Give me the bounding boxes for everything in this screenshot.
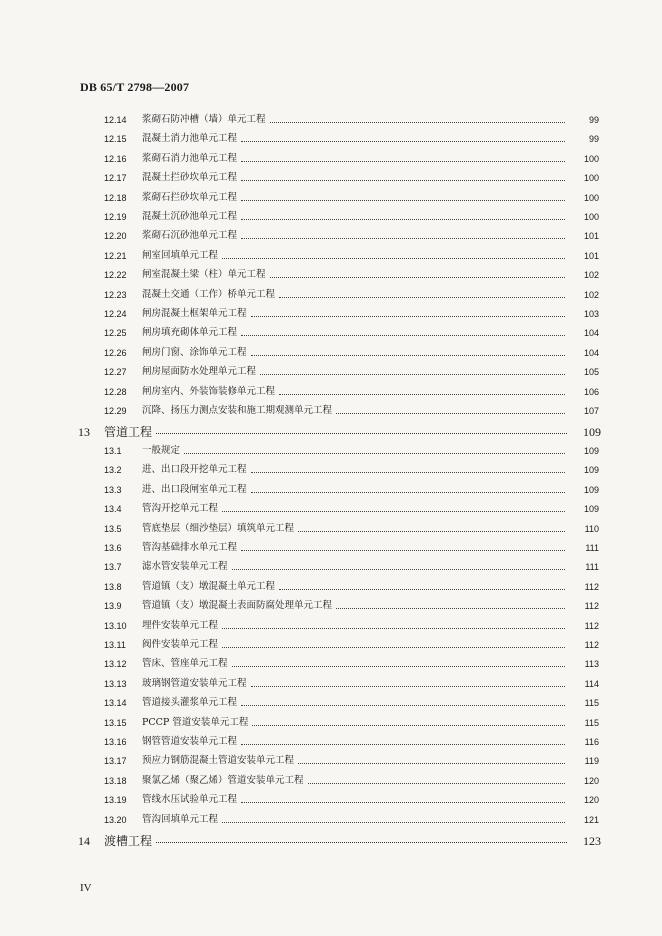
toc-entry-number: 12.26 [104,347,127,358]
toc-entry-number: 13.3 [104,484,122,495]
toc-entry-title: 进、出口段闸室单元工程 [142,483,247,495]
toc-entry-number: 12.15 [104,134,127,145]
toc-entry-title: 阀件安装单元工程 [142,638,219,650]
toc-entry-title: 浆砌石防冲槽（墙）单元工程 [142,114,266,125]
toc-entry-title: 管道镇（支）墩混凝土单元工程 [142,580,276,592]
dot-leader [251,345,565,356]
toc-entry-number: 13.4 [104,504,122,515]
toc-entry-title: 混凝土消力池单元工程 [142,133,238,145]
toc-entry-number: 12.18 [104,192,127,203]
dot-leader [241,325,565,336]
dot-leader [270,112,565,123]
toc-section-entry[interactable] [0,652,662,670]
toc-entry-page: 104 [583,328,599,339]
toc-entry-number: 13.10 [104,620,127,631]
toc-entry-title: 预应力钢筋混凝土管道安装单元工程 [142,755,295,767]
toc-entry-title: 浆砌石沉砂池单元工程 [142,230,238,242]
toc-entry-page: 99 [588,115,599,125]
toc-section-entry[interactable] [0,749,662,767]
toc-entry-title: 闸室回填单元工程 [142,249,219,261]
toc-section-entry[interactable] [0,808,662,826]
toc-chapter-entry[interactable] [0,418,662,438]
toc-entry-number: 12.16 [104,153,127,164]
toc-section-entry[interactable] [0,147,662,165]
toc-entry-number: 12.22 [104,270,127,281]
toc-entry-page: 100 [583,212,599,222]
toc-entry-page: 109 [583,504,599,515]
toc-entry-title: 管线水压试验单元工程 [142,794,238,806]
toc-entry-title: 混凝土沉砂池单元工程 [142,211,238,222]
toc-section-entry[interactable] [0,672,662,690]
toc-entry-title: 闸房门窗、涂饰单元工程 [142,346,247,358]
dot-leader [241,695,565,706]
toc-entry-title: 管道工程 [104,425,153,440]
toc-section-entry[interactable] [0,380,662,398]
dot-leader [241,190,565,201]
dot-leader [241,792,565,803]
toc-entry-number: 13.7 [104,562,122,573]
toc-entry-number: 12.21 [104,250,127,261]
toc-entry-title: 聚氯乙烯（聚乙烯）管道安装单元工程 [142,774,304,786]
toc-entry-title: 管道镇（支）墩混凝土表面防腐处理单元工程 [142,600,333,612]
toc-entry-page: 120 [583,775,599,786]
toc-entry-title: 埋件安装单元工程 [142,619,219,631]
toc-entry-page: 110 [584,523,599,534]
toc-entry-page: 106 [583,386,599,397]
toc-entry-title: 管沟回填单元工程 [142,813,219,825]
dot-leader [184,443,565,454]
toc-entry-title: 玻璃钢管道安装单元工程 [142,677,247,689]
toc-entry-page: 105 [583,367,599,378]
toc-entry-number: 12.29 [104,406,127,416]
toc-section-entry[interactable] [0,594,662,612]
toc-entry-page: 112 [584,620,599,631]
toc-section-entry[interactable] [0,302,662,320]
toc-entry-number: 12.19 [104,212,127,222]
toc-entry-number: 13.18 [104,775,127,786]
dot-leader [222,812,565,823]
toc-section-entry[interactable] [0,224,662,242]
dot-leader [251,676,565,687]
toc-section-entry[interactable] [0,536,662,554]
toc-section-entry[interactable] [0,497,662,515]
toc-section-entry[interactable] [0,341,662,359]
toc-entry-page: 101 [583,250,599,261]
dot-leader [222,501,565,512]
toc-section-entry[interactable] [0,439,662,457]
toc-entry-number: 12.23 [104,289,127,300]
toc-entry-title: 渡槽工程 [104,833,153,848]
dot-leader [232,559,565,570]
toc-entry-title: 混凝土交通（工作）桥单元工程 [142,288,276,300]
toc-entry-number: 13.20 [104,814,127,825]
toc-entry-title: 进、出口段开挖单元工程 [142,464,247,476]
dot-leader [241,228,565,239]
toc-entry-number: 13.17 [104,756,127,767]
toc-entry-number: 12.25 [104,328,127,339]
toc-entry-title: 浆砌石拦砂坎单元工程 [142,191,238,203]
document-code: DB 65/T 2798—2007 [80,80,190,94]
toc-entry-page: 120 [583,795,599,806]
toc-entry-page: 102 [583,270,599,281]
page-number: IV [80,882,92,894]
toc-entry-page: 104 [583,347,599,358]
dot-leader [241,170,565,181]
toc-entry-number: 13.1 [104,445,122,456]
toc-entry-page: 100 [583,192,599,203]
toc-section-entry[interactable] [0,458,662,476]
dot-leader [241,131,565,142]
toc-entry-title: 浆砌石消力池单元工程 [142,152,238,164]
toc-entry-page: 116 [584,736,599,747]
toc-entry-number: 12.24 [104,309,127,319]
toc-entry-number: 13 [78,425,90,440]
toc-section-entry[interactable] [0,399,662,417]
toc-entry-number: 12.28 [104,386,127,397]
dot-leader [251,462,565,473]
toc-section-entry[interactable] [0,205,662,223]
dot-leader [241,540,565,551]
toc-entry-page: 100 [583,153,599,164]
dot-leader [222,618,565,629]
toc-entry-number: 13.5 [104,523,122,534]
dot-leader [156,423,567,434]
toc-section-entry[interactable] [0,321,662,339]
dot-leader [260,364,565,375]
toc-chapter-entry[interactable] [0,827,662,847]
toc-section-entry[interactable] [0,769,662,787]
toc-entry-title: 闸房室内、外装饰装修单元工程 [142,385,276,397]
toc-entry-page: 109 [583,484,599,495]
dot-leader [251,306,565,317]
toc-entry-title: 一般规定 [142,444,181,456]
dot-leader [241,151,565,162]
toc-section-entry[interactable] [0,478,662,496]
toc-entry-title: 管沟基础排水单元工程 [142,541,238,553]
toc-section-entry[interactable] [0,555,662,573]
toc-entry-title: 沉降、扬压力测点安装和施工期观测单元工程 [142,405,333,416]
toc-section-entry[interactable] [0,127,662,145]
dot-leader [251,482,565,493]
toc-entry-number: 13.8 [104,581,122,592]
toc-entry-title: 闸室混凝土梁（柱）单元工程 [142,269,266,281]
toc-entry-page: 103 [583,309,599,319]
dot-leader [298,753,565,764]
toc-entry-page: 115 [584,698,599,709]
toc-entry-title: 闸房混凝土框架单元工程 [142,308,247,319]
toc-entry-title: 管床、管座单元工程 [142,658,228,670]
toc-entry-number: 13.19 [104,795,127,806]
toc-entry-page: 113 [584,659,599,670]
toc-section-entry[interactable] [0,575,662,593]
toc-entry-page: 109 [583,445,599,456]
toc-entry-page: 101 [583,231,599,242]
toc-entry-title: 管沟开挖单元工程 [142,503,219,515]
toc-entry-title: 混凝土拦砂坎单元工程 [142,172,238,184]
toc-entry-page: 99 [588,134,599,145]
toc-section-entry[interactable] [0,283,662,301]
dot-leader [336,403,565,414]
toc-entry-page: 100 [583,173,599,184]
toc-entry-number: 13.9 [104,601,122,612]
toc-section-entry[interactable] [0,166,662,184]
toc-entry-number: 13.2 [104,465,122,476]
toc-entry-title: 滤水管安装单元工程 [142,561,228,573]
dot-leader [270,267,565,278]
toc-entry-page: 119 [584,756,599,767]
toc-section-entry[interactable] [0,711,662,729]
toc-entry-title: PCCP 管道安装单元工程 [142,716,249,728]
dot-leader [222,637,565,648]
toc-section-entry[interactable] [0,186,662,204]
toc-entry-title: 闸房屋面防水处理单元工程 [142,366,257,378]
dot-leader [252,715,565,726]
toc-section-entry[interactable] [0,263,662,281]
toc-entry-page: 111 [585,562,599,573]
toc-section-entry[interactable] [0,517,662,535]
dot-leader [308,773,565,784]
toc-section-entry[interactable] [0,108,662,126]
toc-section-entry[interactable] [0,244,662,262]
toc-entry-page: 112 [584,601,599,612]
toc-entry-number: 12.17 [104,173,127,184]
toc-entry-page: 123 [583,833,601,848]
toc-section-entry[interactable] [0,633,662,651]
dot-leader [298,521,565,532]
toc-entry-title: 闸房填充砌体单元工程 [142,327,238,339]
toc-entry-number: 12.27 [104,367,127,378]
toc-entry-page: 115 [584,717,599,728]
dot-leader [336,598,565,609]
toc-entry-number: 13.6 [104,542,122,553]
toc-entry-page: 112 [584,639,599,650]
dot-leader [241,209,565,220]
toc-entry-number: 13.11 [104,639,126,650]
toc-entry-number: 13.15 [104,717,127,728]
toc-entry-number: 13.13 [104,678,127,689]
toc-entry-number: 13.14 [104,698,127,709]
toc-section-entry[interactable] [0,691,662,709]
toc-entry-number: 12.14 [104,115,127,125]
toc-entry-page: 112 [584,581,599,592]
toc-entry-page: 109 [583,425,601,440]
dot-leader [156,832,567,843]
dot-leader [232,656,565,667]
toc-entry-page: 111 [585,542,599,553]
toc-entry-number: 14 [78,833,90,848]
dot-leader [279,384,565,395]
toc-section-entry[interactable] [0,788,662,806]
toc-section-entry[interactable] [0,730,662,748]
toc-entry-page: 109 [583,465,599,476]
toc-entry-title: 钢管管道安装单元工程 [142,735,238,747]
toc-section-entry[interactable] [0,360,662,378]
toc-entry-page: 114 [584,678,599,689]
dot-leader [241,734,565,745]
toc-entry-number: 12.20 [104,231,127,242]
dot-leader [222,248,565,259]
toc-entry-number: 13.16 [104,736,127,747]
dot-leader [279,287,565,298]
toc-entry-title: 管道接头灌浆单元工程 [142,697,238,709]
toc-entry-number: 13.12 [104,659,127,670]
dot-leader [279,579,565,590]
toc-entry-page: 121 [583,814,599,825]
toc-entry-page: 107 [583,406,599,416]
toc-entry-page: 102 [583,289,599,300]
toc-entry-title: 管底垫层（细沙垫层）填筑单元工程 [142,522,295,534]
toc-section-entry[interactable] [0,614,662,632]
